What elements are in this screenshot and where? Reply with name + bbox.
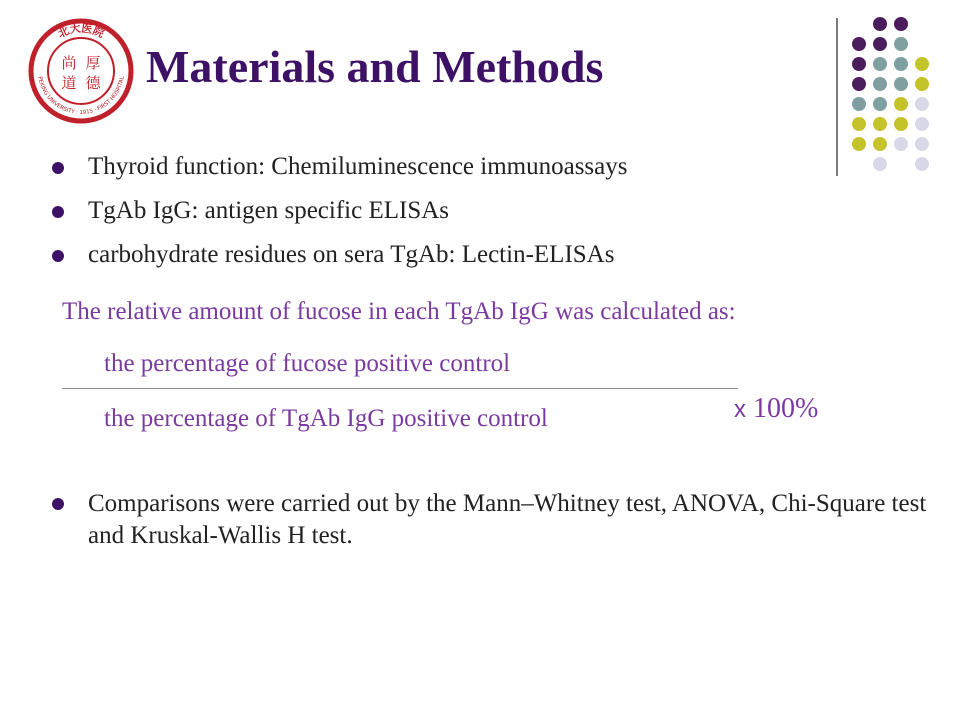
deco-dot [894, 17, 908, 31]
deco-dot [873, 57, 887, 71]
list-item [50, 196, 930, 226]
deco-dot [852, 117, 866, 131]
comparisons-bullet-list [50, 488, 930, 566]
deco-dot [915, 77, 929, 91]
relative-amount-text: The relative amount of fucose in each TgAb IgG was calculated as: [62, 298, 736, 325]
formula-numerator: the percentage of fucose positive control [104, 350, 511, 377]
bullet-icon [52, 162, 64, 174]
multiplier-value: 100% [753, 393, 819, 424]
deco-dot [873, 137, 887, 151]
list-item [50, 488, 930, 552]
deco-dot [894, 137, 908, 151]
deco-dot [894, 57, 908, 71]
logo-char-2: 厚 [85, 54, 101, 72]
deco-dot [915, 57, 929, 71]
bullet-icon [52, 498, 64, 510]
logo-text-top: 北大医院 [55, 21, 107, 41]
deco-dot [894, 77, 908, 91]
list-item-text: TgAb IgG: antigen specific ELISAs [88, 197, 450, 224]
deco-dot [915, 97, 929, 111]
deco-dot [852, 77, 866, 91]
bullet-icon [52, 206, 64, 218]
formula-denominator: the percentage of TgAb IgG positive control [104, 405, 548, 432]
list-item [50, 240, 930, 270]
bullet-icon [52, 250, 64, 262]
list-item [50, 152, 930, 182]
deco-dot [873, 97, 887, 111]
fraction-bar [62, 388, 738, 389]
deco-dot [852, 137, 866, 151]
logo-char-3: 道 [61, 74, 77, 92]
list-item-text: carbohydrate residues on sera TgAb: Lectin-ELISAs [88, 241, 615, 268]
deco-dot [873, 117, 887, 131]
deco-dot [873, 17, 887, 31]
deco-dot [915, 117, 929, 131]
deco-dot [915, 137, 929, 151]
deco-dot [852, 97, 866, 111]
deco-dot [894, 37, 908, 51]
deco-dot [852, 37, 866, 51]
deco-dot [873, 77, 887, 91]
logo-text-bottom: PEKING UNIVERSITY · 1915 · FIRST HOSPITAL [36, 76, 126, 117]
formula-multiplier [734, 393, 818, 425]
logo-char-1: 尚 [61, 54, 77, 72]
deco-dot [852, 57, 866, 71]
methods-bullet-list [50, 152, 930, 284]
multiply-sign: x [734, 396, 746, 423]
list-item-text: Comparisons were carried out by the Mann–Whitney test, ANOVA, Chi-Square test and Kruskal-Wallis H test. [88, 490, 927, 549]
list-item-text: Thyroid function: Chemiluminescence immunoassays [88, 153, 628, 180]
logo-char-4: 德 [85, 74, 101, 92]
deco-dot [894, 117, 908, 131]
deco-dot [873, 37, 887, 51]
page-title: Materials and Methods [146, 41, 604, 92]
deco-dot [894, 97, 908, 111]
